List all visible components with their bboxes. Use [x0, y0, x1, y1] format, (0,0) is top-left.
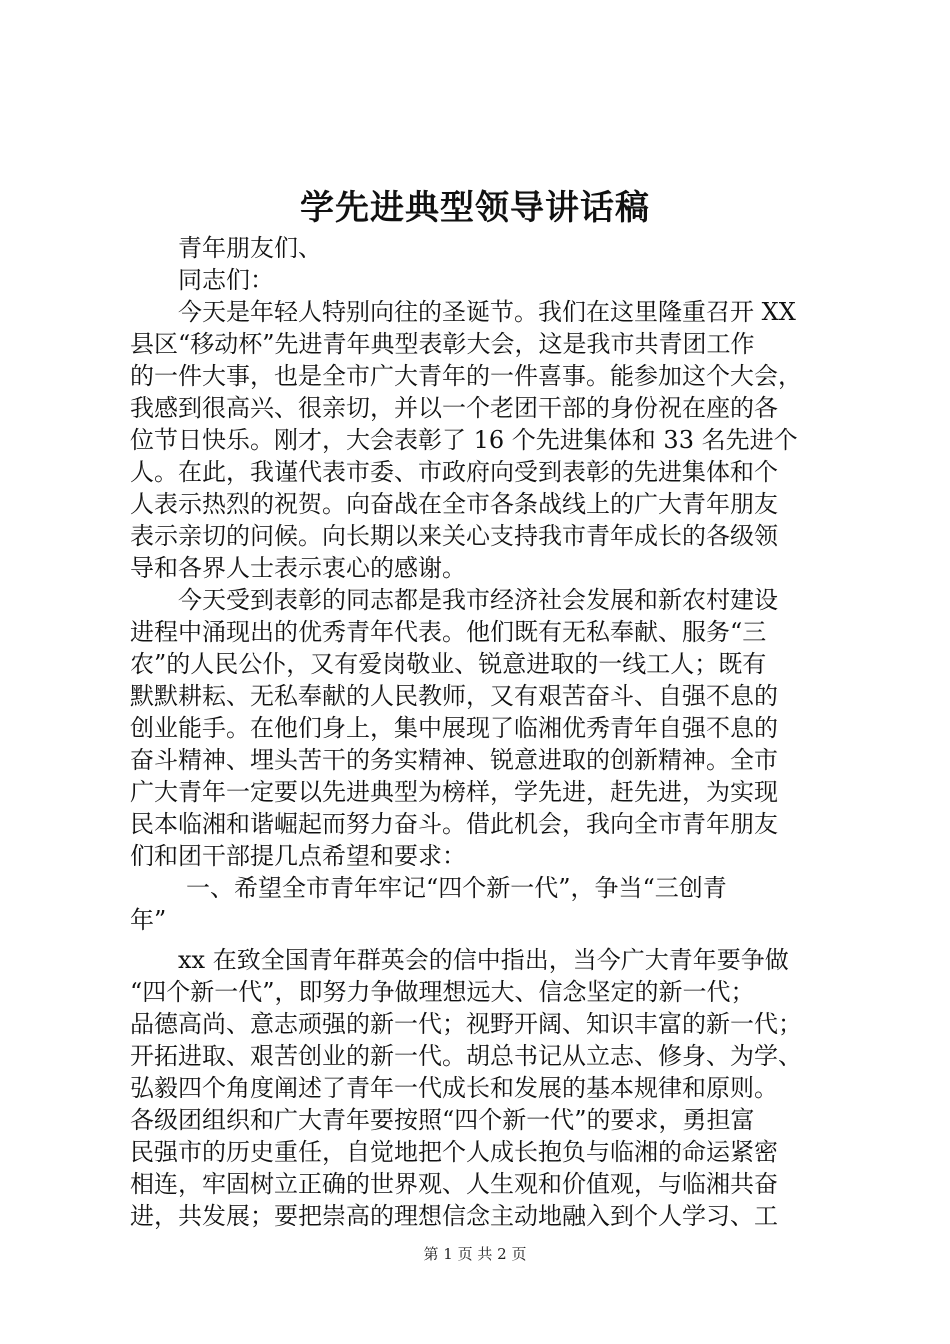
paragraph-line: 奋斗精神、埋头苦干的务实精神、锐意进取的创新精神。全市 — [130, 746, 778, 774]
paragraph-line: 表示亲切的问候。向长期以来关心支持我市青年成长的各级领 — [130, 522, 778, 550]
paragraph-line: 县区“移动杯”先进青年典型表彰大会，这是我市共青团工作 — [130, 330, 755, 358]
paragraph-line: 各级团组织和广大青年要按照“四个新一代”的要求，勇担富 — [130, 1106, 755, 1134]
paragraph-line: 广大青年一定要以先进典型为榜样，学先进，赶先进，为实现 — [130, 778, 778, 806]
page-number-footer: 第 1 页 共 2 页 — [423, 1245, 527, 1263]
salutation-line: 青年朋友们、 — [178, 234, 322, 262]
salutation-line: 同志们： — [178, 266, 274, 294]
paragraph-line: 进，共发展；要把崇高的理想信念主动地融入到个人学习、工 — [130, 1202, 778, 1230]
paragraph-line: 今天受到表彰的同志都是我市经济社会发展和新农村建设 — [178, 586, 778, 614]
paragraph-line: 默默耕耘、无私奉献的人民教师，又有艰苦奋斗、自强不息的 — [130, 682, 778, 710]
paragraph-line: 导和各界人士表示衷心的感谢。 — [130, 554, 466, 582]
paragraph-line: 农”的人民公仆，又有爱岗敬业、锐意进取的一线工人；既有 — [130, 650, 767, 678]
paragraph-line: 今天是年轻人特别向往的圣诞节。我们在这里隆重召开 XX — [178, 298, 796, 326]
paragraph-line: 人。在此，我谨代表市委、市政府向受到表彰的先进集体和个 — [130, 458, 778, 486]
document-title: 学先进典型领导讲话稿 — [300, 188, 650, 228]
document-body — [130, 232, 830, 1232]
paragraph-line: 相连，牢固树立正确的世界观、人生观和价值观，与临湘共奋 — [130, 1170, 778, 1198]
paragraph-line: 的一件大事，也是全市广大青年的一件喜事。能参加这个大会， — [130, 362, 802, 390]
paragraph-line: 民强市的历史重任，自觉地把个人成长抱负与临湘的命运紧密 — [130, 1138, 778, 1166]
paragraph-line: 民本临湘和谐崛起而努力奋斗。借此机会，我向全市青年朋友 — [130, 810, 778, 838]
paragraph-line: 品德高尚、意志顽强的新一代；视野开阔、知识丰富的新一代； — [130, 1010, 802, 1038]
paragraph-line: 们和团干部提几点希望和要求： — [130, 842, 466, 870]
paragraph-line: 开拓进取、艰苦创业的新一代。胡总书记从立志、修身、为学、 — [130, 1042, 802, 1070]
paragraph-line: 人表示热烈的祝贺。向奋战在全市各条战线上的广大青年朋友 — [130, 490, 778, 518]
paragraph-line: 进程中涌现出的优秀青年代表。他们既有无私奉献、服务“三 — [130, 618, 767, 646]
section-heading: 一、希望全市青年牢记“四个新一代”，争当“三创青 — [186, 874, 727, 902]
paragraph-line: 我感到很高兴、很亲切，并以一个老团干部的身份祝在座的各 — [130, 394, 778, 422]
spacer — [130, 936, 830, 944]
paragraph-line: “四个新一代”，即努力争做理想远大、信念坚定的新一代； — [130, 978, 755, 1006]
paragraph-line: 创业能手。在他们身上，集中展现了临湘优秀青年自强不息的 — [130, 714, 778, 742]
section-heading: 年” — [130, 906, 167, 934]
paragraph-line: xx 在致全国青年群英会的信中指出，当今广大青年要争做 — [178, 946, 789, 974]
paragraph-line: 位节日快乐。刚才，大会表彰了 16 个先进集体和 33 名先进个 — [130, 426, 798, 454]
paragraph-line: 弘毅四个角度阐述了青年一代成长和发展的基本规律和原则。 — [130, 1074, 778, 1102]
